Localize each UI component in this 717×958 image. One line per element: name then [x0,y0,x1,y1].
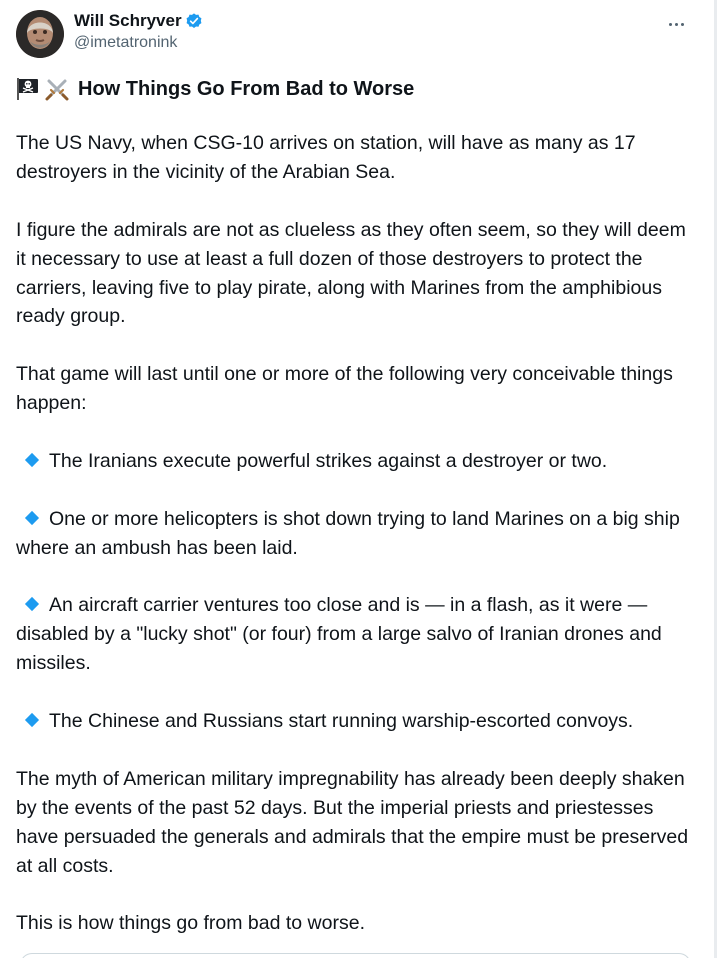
quote-card[interactable] [20,953,691,958]
bullet-item [16,505,698,563]
more-horizontal-icon [681,23,684,26]
author-block [74,10,203,53]
author-handle[interactable]: @imetatronink [74,34,178,51]
more-horizontal-icon [669,23,672,26]
crossed-swords-icon [44,76,70,102]
paragraph: This is how things go from bad to worse. [16,912,365,935]
blue-diamond-icon [25,597,39,611]
more-horizontal-icon [675,23,678,26]
blue-diamond-icon [25,511,39,525]
tweet-title: How Things Go From Bad to Worse [78,78,415,100]
pirate-flag-icon [16,76,42,102]
bullet-text: The Chinese and Russians start running warship-escorted convoys. [49,710,634,733]
more-options-button[interactable] [659,12,693,36]
tweet-title-row [16,72,698,106]
paragraph: That game will last until one or more of the following very conceivable things happen: [16,363,673,415]
bullet-item [16,707,698,736]
verified-badge-icon [185,12,203,30]
bullet-item [16,591,698,678]
bullet-text: An aircraft carrier ventures too close and is — in a flash, as it were — disabled by a "lucky shot" (or four) from a large salvo of Iranian drones and missiles. [16,594,662,675]
tweet-text [16,72,698,938]
avatar[interactable] [16,10,64,58]
author-name-row [74,10,203,32]
bullet-item [16,447,698,476]
tweet-header [16,10,701,60]
paragraph: The myth of American military impregnability has already been deeply shaken by the events of the past 52 days. But the imperial priests and priestesses have persuaded the generals and admirals that the empire must be preserved at all costs. [16,767,689,877]
author-display-name[interactable]: Will Schryver [74,11,182,30]
paragraph: I figure the admirals are not as clueless as they often seem, so they will deem it necessary to use at least a full dozen of those destroyers to protect the carriers, leaving five to play pirate, along with Marines from the amphibious ready group. [16,218,686,328]
bullet-text: The Iranians execute powerful strikes against a destroyer or two. [49,449,608,472]
bullet-text: One or more helicopters is shot down trying to land Marines on a big ship where an ambush has been laid. [16,507,680,559]
blue-diamond-icon [25,713,39,727]
blue-diamond-icon [25,453,39,467]
paragraph: The US Navy, when CSG-10 arrives on station, will have as many as 17 destroyers in the vicinity of the Arabian Sea. [16,132,636,183]
avatar-image [16,10,64,58]
